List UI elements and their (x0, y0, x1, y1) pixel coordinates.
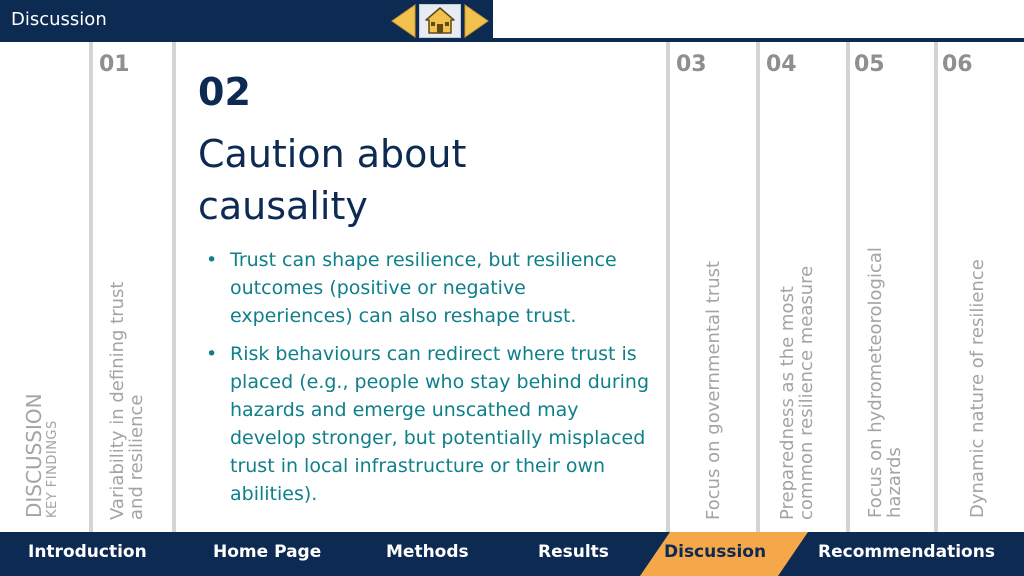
finding-bullet: • Risk behaviours can redirect where trust is placed (e.g., people who stay behind during hazards and emerge unscathed may develop stronger, but potentially misplaced trust in local infrastructure or their own abilities). (206, 340, 654, 508)
nav-discussion[interactable]: Discussion (664, 542, 767, 562)
section-title: Discussion (11, 9, 107, 30)
key-main-label: DISCUSSION (22, 393, 46, 518)
bottom-nav (0, 532, 1024, 576)
panel-03[interactable] (666, 42, 758, 532)
panel-label-line: common resilience measure (796, 265, 818, 520)
panel-label-line: Focus on governmental trust (703, 260, 724, 520)
panel-number: 01 (99, 52, 130, 77)
panel-divider (756, 42, 760, 532)
nav-introduction[interactable]: Introduction (28, 542, 147, 562)
panel-04[interactable] (756, 42, 848, 532)
top-bar (0, 0, 493, 42)
nav-home-page[interactable]: Home Page (213, 542, 322, 562)
finding-bullet: • Trust can shape resilience, but resilience outcomes (positive or negative experiences) can also reshape trust. (206, 246, 654, 330)
panel-number: 04 (766, 52, 797, 77)
panel-number: 06 (942, 52, 973, 77)
home-button[interactable] (419, 4, 461, 38)
key-sub-label: KEY FINDINGS (44, 420, 60, 518)
panel-title: Caution about causality (198, 132, 467, 228)
panel-label (866, 247, 905, 518)
panel-label-line: hazards (884, 447, 906, 518)
panel-number-active: 02 (198, 70, 251, 114)
arrow-right-icon (464, 4, 489, 38)
panel-label-line: Focus on hydrometeorological (865, 247, 886, 518)
panel-label-line: Variability in defining trust (107, 281, 128, 520)
panel-divider (666, 42, 670, 532)
findings-list (206, 246, 654, 518)
panel-label (968, 259, 987, 518)
panel-label (108, 282, 147, 520)
panel-label-line: Preparedness as the most (777, 286, 798, 520)
panel-01[interactable] (89, 42, 176, 532)
panel-label (704, 261, 723, 520)
arrow-left-icon (391, 4, 416, 38)
nav-results[interactable]: Results (538, 542, 609, 562)
next-slide-button[interactable] (464, 4, 489, 38)
panel-divider (89, 42, 93, 532)
panel-06[interactable] (934, 42, 1024, 532)
nav-recommendations[interactable]: Recommendations (818, 542, 995, 562)
panel-number: 05 (854, 52, 885, 77)
panel-divider (846, 42, 850, 532)
key-findings-label (24, 393, 60, 518)
panel-label-line: and resilience (126, 394, 148, 520)
home-icon (420, 5, 460, 37)
panel-05[interactable] (846, 42, 936, 532)
panel-divider (934, 42, 938, 532)
nav-methods[interactable]: Methods (386, 542, 469, 562)
key-findings-column (0, 42, 91, 532)
panel-label (778, 266, 817, 520)
panel-number: 03 (676, 52, 707, 77)
prev-slide-button[interactable] (391, 4, 416, 38)
panel-label-line: Dynamic nature of resilience (967, 259, 988, 518)
